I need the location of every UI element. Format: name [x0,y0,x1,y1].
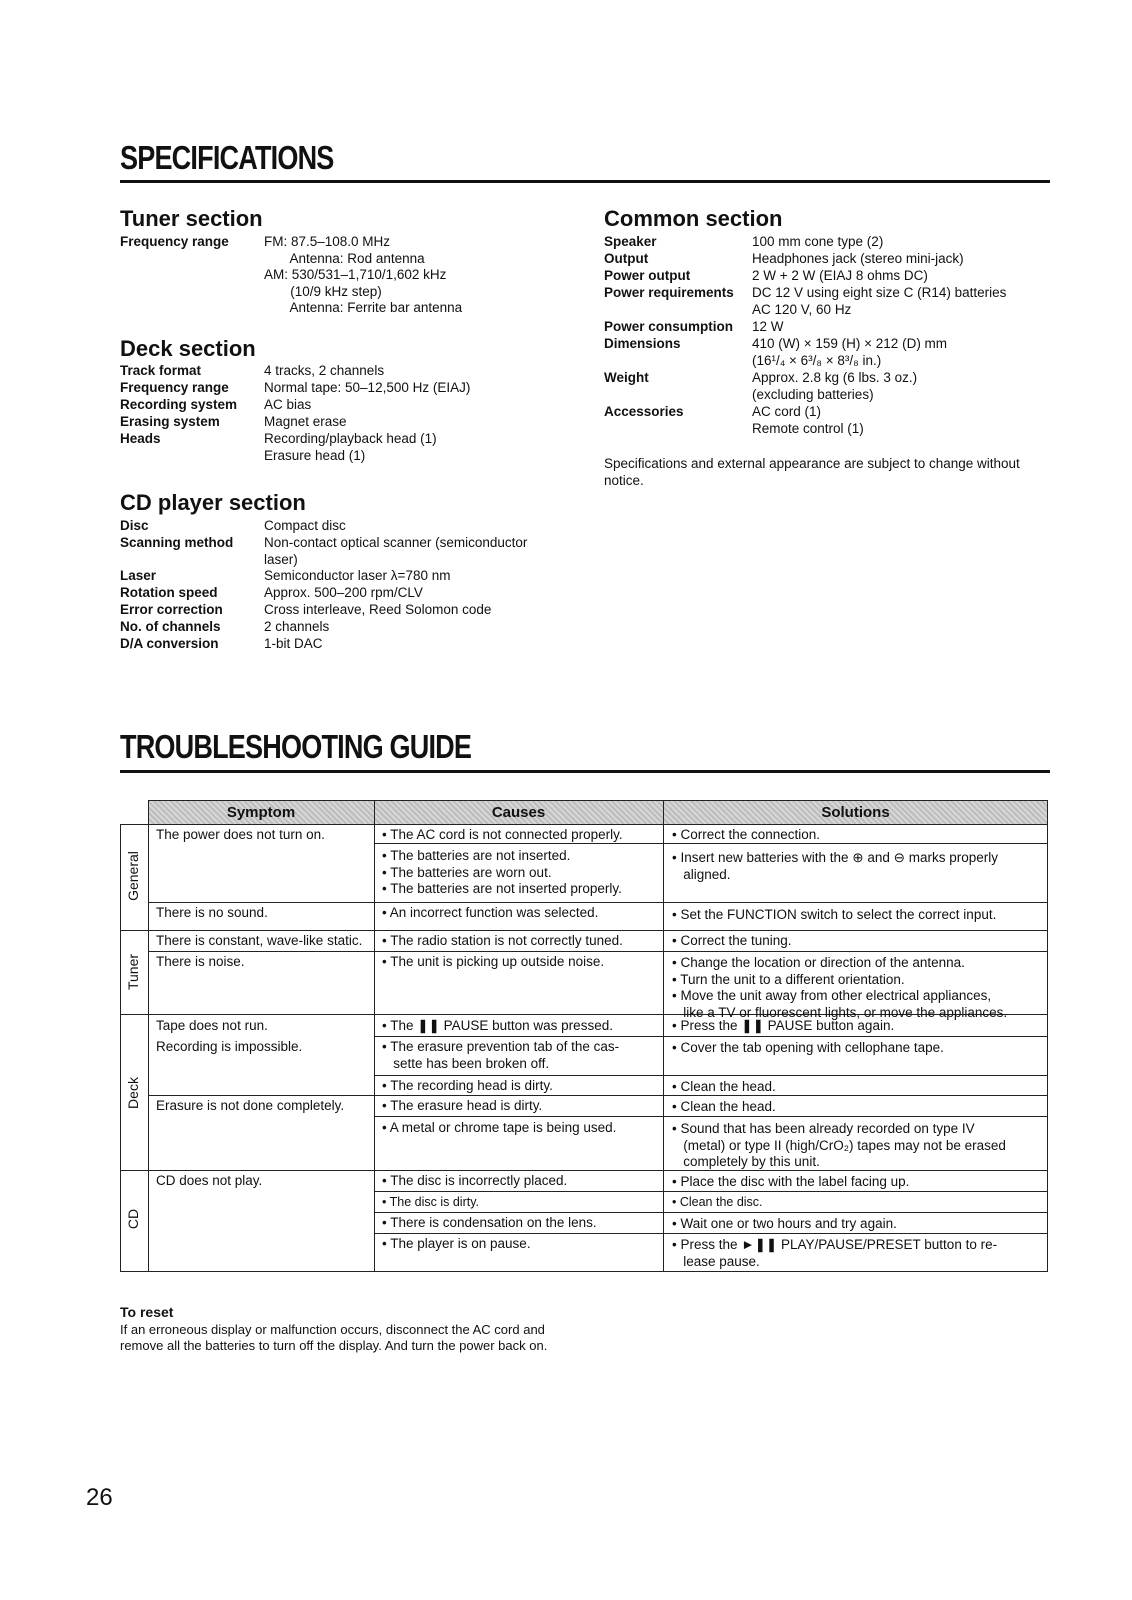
spec-label: Disc [120,518,149,533]
row-rule [148,902,1048,903]
spec-label: Heads [120,431,161,446]
symptom-cell: There is no sound. [156,905,268,920]
table-border-left [120,824,121,1272]
cause-cell: • The disc is incorrectly placed. [382,1173,568,1188]
page-number: 26 [86,1484,113,1511]
symptom-cell: CD does not play. [156,1173,263,1188]
spec-value: Headphones jack (stereo mini-jack) [752,251,964,266]
spec-value: 410 (W) × 159 (H) × 212 (D) mm (16¹/₄ × 6³/₈ × 8³/₈ in.) [752,336,948,368]
row-rule [148,951,1048,952]
row-rule [374,1036,1048,1037]
spec-label: Recording system [120,397,238,412]
symptom-cell: The power does not turn on. [156,827,325,842]
specifications-note: Specifications and external appearance are subject to change without notice. [604,456,1020,488]
solution-cell: • Clean the disc. [672,1195,763,1209]
spec-value: AC bias [264,397,312,412]
specifications-heading: SPECIFICATIONS [120,139,334,176]
solution-cell: • Press the ❚❚ PAUSE button again. [672,1018,895,1033]
category-general: General [125,851,141,901]
spec-value: DC 12 V using eight size C (R14) batteries AC 120 V, 60 Hz [752,285,1007,317]
solutions-header: Solutions [821,804,890,821]
common-section-title: Common section [604,206,783,231]
table-rule [120,1271,1048,1272]
solution-cell: • Clean the head. [672,1079,776,1094]
heading-rule [120,770,1050,773]
spec-label: Power output [604,268,691,283]
symptom-cell: Tape does not run. [156,1018,268,1033]
solution-cell: • Place the disc with the label facing up. [672,1174,910,1189]
table-rule [120,824,1048,825]
cause-cell: • An incorrect function was selected. [382,905,599,920]
spec-value: AC cord (1) Remote control (1) [752,404,864,436]
cause-cell: • The unit is picking up outside noise. [382,954,605,969]
cause-cell: • The erasure head is dirty. [382,1098,543,1113]
spec-label: Scanning method [120,535,234,550]
solution-cell: • Correct the connection. [672,827,821,842]
cause-cell: • The erasure prevention tab of the cas- sette has been broken off. [382,1039,620,1071]
spec-value: 100 mm cone type (2) [752,234,884,249]
spec-value: Non-contact optical scanner (semiconductor laser) [264,535,528,567]
cause-cell: • The recording head is dirty. [382,1078,553,1093]
spec-label: Weight [604,370,649,385]
spec-label: Error correction [120,602,223,617]
solution-cell: • Cover the tab opening with cellophane tape. [672,1040,944,1055]
spec-value: 2 channels [264,619,330,634]
row-rule [374,1191,1048,1192]
solution-cell: • Sound that has been already recorded on type IV (metal) or type II (high/CrO₂) tapes may not be erased completely by this unit. [672,1121,1006,1169]
row-rule [374,1212,1048,1213]
spec-value: 1-bit DAC [264,636,323,651]
spec-value: Recording/playback head (1) Erasure head (1) [264,431,437,463]
symptom-cell: Erasure is not done completely. [156,1098,345,1113]
spec-label: Dimensions [604,336,681,351]
category-deck: Deck [125,1077,141,1109]
spec-label: Frequency range [120,380,229,395]
symptom-cell: There is constant, wave-like static. [156,933,363,948]
spec-value: Normal tape: 50–12,500 Hz (EIAJ) [264,380,471,395]
spec-label: Rotation speed [120,585,218,600]
spec-label: No. of channels [120,619,221,634]
spec-label: Power requirements [604,285,734,300]
spec-label: Laser [120,568,157,583]
category-divider [148,800,149,1272]
spec-label: Accessories [604,404,684,419]
spec-value: Compact disc [264,518,346,533]
spec-value: FM: 87.5–108.0 MHz Antenna: Rod antenna AM: 530/531–1,710/1,602 kHz (10/9 kHz step) Antenna: Ferrite bar antenna [264,234,463,316]
spec-value: 2 W + 2 W (EIAJ 8 ohms DC) [752,268,928,283]
heading-rule [120,180,1050,183]
troubleshooting-heading: TROUBLESHOOTING GUIDE [120,728,472,765]
symptom-cell: Recording is impossible. [156,1039,303,1054]
spec-value: Cross interleave, Reed Solomon code [264,602,492,617]
cause-cell: • The radio station is not correctly tuned. [382,933,623,948]
table-header [148,800,1048,825]
symptom-header: Symptom [226,804,296,821]
spec-value: 12 W [752,319,784,334]
cause-cell: • The batteries are not inserted. • The batteries are worn out. • The batteries are not inserted properly. [382,848,622,896]
spec-label: Speaker [604,234,657,249]
spec-value: Magnet erase [264,414,347,429]
cd-section-title: CD player section [120,490,306,515]
solution-cell: • Insert new batteries with the ⊕ and ⊖ marks properly aligned. [672,850,998,882]
tuner-section-title: Tuner section [120,206,263,231]
causes-header: Causes [491,804,546,821]
spec-label: Frequency range [120,234,229,249]
reset-title: To reset [120,1304,174,1320]
spec-value: Approx. 500–200 rpm/CLV [264,585,423,600]
cause-cell: • The player is on pause. [382,1236,531,1251]
category-cd: CD [125,1208,141,1230]
solution-cell: • Wait one or two hours and try again. [672,1216,897,1231]
deck-section-title: Deck section [120,336,256,361]
row-rule [374,1233,1048,1234]
cause-cell: • There is condensation on the lens. [382,1215,597,1230]
spec-label: Track format [120,363,202,378]
category-tuner: Tuner [125,953,141,991]
spec-label: Erasing system [120,414,220,429]
spec-label: Power consumption [604,319,734,334]
row-rule [374,1075,1048,1076]
row-rule [148,1095,1048,1096]
row-rule [374,1116,1048,1117]
solution-cell: • Set the FUNCTION switch to select the correct input. [672,907,997,922]
spec-value: 4 tracks, 2 channels [264,363,385,378]
cause-cell: • A metal or chrome tape is being used. [382,1120,617,1135]
spec-label: Output [604,251,649,266]
reset-text: If an erroneous display or malfunction occurs, disconnect the AC cord and remove all the batteries to turn off the display. And turn the power back on. [120,1322,548,1353]
symptom-cell: There is noise. [156,954,245,969]
cause-cell: • The ❚❚ PAUSE button was pressed. [382,1018,613,1033]
category-rule [120,930,1048,931]
cause-cell: • The AC cord is not connected properly. [382,827,623,842]
spec-value: Approx. 2.8 kg (6 lbs. 3 oz.) (excluding batteries) [752,370,918,402]
solution-cell: • Clean the head. [672,1099,776,1114]
solution-cell: • Press the ►❚❚ PLAY/PAUSE/PRESET button to re- lease pause. [672,1237,998,1269]
cause-cell: • The disc is dirty. [382,1195,479,1209]
spec-label: D/A conversion [120,636,219,651]
spec-value: Semiconductor laser λ=780 nm [264,568,451,583]
solution-cell: • Correct the tuning. [672,933,792,948]
solution-cell: • Change the location or direction of the antenna. • Turn the unit to a different orientation. • Move the unit away from other electrical appliances, like a TV or fluorescent lights, or move the appliances. [672,955,1008,1020]
